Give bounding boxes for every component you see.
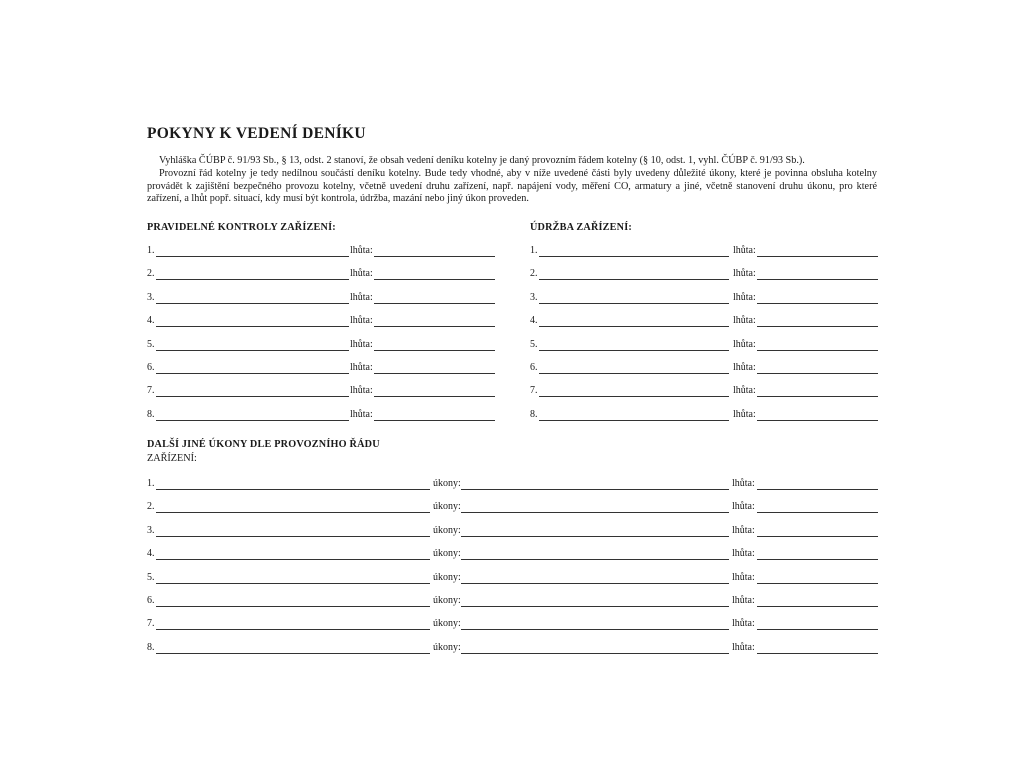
row-number: 7. bbox=[530, 385, 538, 397]
task-field[interactable] bbox=[461, 653, 729, 654]
deadline-field[interactable] bbox=[374, 279, 495, 280]
row-number: 7. bbox=[147, 385, 155, 397]
task-label: úkony: bbox=[433, 524, 461, 536]
deadline-label: lhůta: bbox=[350, 385, 373, 397]
task-field[interactable] bbox=[461, 606, 729, 607]
device-field[interactable] bbox=[156, 512, 430, 513]
section-subheading-zarizeni: ZAŘÍZENÍ: bbox=[147, 453, 197, 464]
form-row bbox=[147, 292, 507, 305]
intro-paragraph-2: Provozní řád kotelny je tedy nedílnou součástí deníku kotelny. Bude tedy vhodné, aby v níže uvedené části byly uvedeny důležité úkony, které je povinna obsluha kotelny provádět k zajištění bezpečného provozu kotelny, včetně uvedení druhu zařízení, např. napájení vody, měření CO, armatury a jiné, včetně stanovení druhu úkonu, pro které zařízení, a lhůt popř. situací, kdy musí být kontrola, údržba, mazání nebo jiný úkon proveden. bbox=[147, 168, 877, 205]
row-number: 3. bbox=[147, 291, 155, 303]
form-row bbox=[147, 339, 507, 352]
deadline-field[interactable] bbox=[757, 512, 878, 513]
form-row bbox=[147, 618, 878, 631]
deadline-label: lhůta: bbox=[350, 362, 373, 373]
deadline-label: lhůta: bbox=[350, 245, 373, 256]
row-number: 1. bbox=[530, 245, 538, 256]
task-label: úkony: bbox=[433, 595, 461, 606]
deadline-field[interactable] bbox=[757, 326, 878, 327]
task-field[interactable] bbox=[461, 559, 729, 560]
device-field[interactable] bbox=[539, 256, 729, 257]
row-number: 6. bbox=[147, 595, 155, 606]
deadline-field[interactable] bbox=[757, 489, 878, 490]
task-label: úkony: bbox=[433, 501, 461, 513]
form-row bbox=[530, 268, 890, 281]
deadline-label: lhůta: bbox=[732, 501, 755, 513]
form-row bbox=[530, 362, 890, 375]
form-row bbox=[147, 501, 878, 514]
deadline-label: lhůta: bbox=[733, 245, 756, 256]
row-number: 4. bbox=[147, 548, 155, 560]
device-field[interactable] bbox=[156, 536, 430, 537]
device-field[interactable] bbox=[539, 303, 729, 304]
deadline-field[interactable] bbox=[757, 420, 878, 421]
form-row bbox=[530, 315, 890, 328]
deadline-field[interactable] bbox=[757, 653, 878, 654]
row-number: 6. bbox=[147, 362, 155, 373]
deadline-field[interactable] bbox=[757, 279, 878, 280]
row-number: 1. bbox=[147, 245, 155, 256]
deadline-field[interactable] bbox=[757, 536, 878, 537]
deadline-field[interactable] bbox=[757, 373, 878, 374]
device-field[interactable] bbox=[156, 629, 430, 630]
deadline-label: lhůta: bbox=[350, 408, 373, 420]
device-field[interactable] bbox=[156, 326, 349, 327]
form-row bbox=[147, 548, 878, 561]
deadline-field[interactable] bbox=[757, 559, 878, 560]
form-row bbox=[147, 245, 507, 258]
task-label: úkony: bbox=[433, 478, 461, 489]
task-field[interactable] bbox=[461, 512, 729, 513]
deadline-field[interactable] bbox=[757, 629, 878, 630]
deadline-label: lhůta: bbox=[733, 385, 756, 397]
task-label: úkony: bbox=[433, 571, 461, 583]
deadline-field[interactable] bbox=[757, 350, 878, 351]
form-row bbox=[147, 525, 878, 538]
task-label: úkony: bbox=[433, 618, 461, 630]
task-field[interactable] bbox=[461, 489, 729, 490]
deadline-label: lhůta: bbox=[350, 268, 373, 280]
deadline-label: lhůta: bbox=[732, 595, 755, 606]
row-number: 6. bbox=[530, 362, 538, 373]
form-row bbox=[530, 339, 890, 352]
form-row bbox=[147, 268, 507, 281]
deadline-label: lhůta: bbox=[732, 618, 755, 630]
device-field[interactable] bbox=[156, 653, 430, 654]
deadline-label: lhůta: bbox=[732, 478, 755, 489]
deadline-label: lhůta: bbox=[350, 338, 373, 350]
device-field[interactable] bbox=[156, 489, 430, 490]
row-number: 8. bbox=[530, 408, 538, 420]
row-number: 4. bbox=[530, 315, 538, 327]
deadline-field[interactable] bbox=[374, 396, 495, 397]
deadline-label: lhůta: bbox=[733, 291, 756, 303]
device-field[interactable] bbox=[156, 396, 349, 397]
device-field[interactable] bbox=[539, 326, 729, 327]
deadline-label: lhůta: bbox=[733, 338, 756, 350]
task-label: úkony: bbox=[433, 548, 461, 560]
form-row bbox=[530, 409, 890, 422]
deadline-label: lhůta: bbox=[733, 408, 756, 420]
row-number: 8. bbox=[147, 408, 155, 420]
row-number: 4. bbox=[147, 315, 155, 327]
form-row bbox=[147, 642, 878, 655]
deadline-label: lhůta: bbox=[350, 315, 373, 327]
task-field[interactable] bbox=[461, 536, 729, 537]
row-number: 2. bbox=[147, 501, 155, 513]
device-field[interactable] bbox=[156, 373, 349, 374]
device-field[interactable] bbox=[539, 396, 729, 397]
deadline-field[interactable] bbox=[374, 256, 495, 257]
form-row bbox=[147, 362, 507, 375]
form-row bbox=[147, 315, 507, 328]
deadline-label: lhůta: bbox=[350, 291, 373, 303]
section-heading-kontroly: PRAVIDELNÉ KONTROLY ZAŘÍZENÍ: bbox=[147, 222, 336, 233]
row-number: 3. bbox=[147, 524, 155, 536]
device-field[interactable] bbox=[539, 373, 729, 374]
section-heading-dalsi: DALŠÍ JINÉ ÚKONY DLE PROVOZNÍHO ŘÁDU bbox=[147, 439, 380, 450]
device-field[interactable] bbox=[156, 606, 430, 607]
deadline-field[interactable] bbox=[374, 420, 495, 421]
device-field[interactable] bbox=[539, 420, 729, 421]
deadline-field[interactable] bbox=[757, 256, 878, 257]
section-heading-udrzba: ÚDRŽBA ZAŘÍZENÍ: bbox=[530, 222, 632, 233]
deadline-field[interactable] bbox=[374, 326, 495, 327]
form-row bbox=[147, 385, 507, 398]
device-field[interactable] bbox=[156, 583, 430, 584]
device-field[interactable] bbox=[156, 559, 430, 560]
row-number: 2. bbox=[147, 268, 155, 280]
deadline-label: lhůta: bbox=[732, 548, 755, 560]
task-field[interactable] bbox=[461, 629, 729, 630]
form-row bbox=[147, 572, 878, 585]
device-field[interactable] bbox=[156, 303, 349, 304]
form-row bbox=[530, 292, 890, 305]
device-field[interactable] bbox=[156, 279, 349, 280]
device-field[interactable] bbox=[156, 420, 349, 421]
task-field[interactable] bbox=[461, 583, 729, 584]
deadline-label: lhůta: bbox=[732, 641, 755, 653]
device-field[interactable] bbox=[156, 350, 349, 351]
deadline-label: lhůta: bbox=[732, 524, 755, 536]
task-label: úkony: bbox=[433, 641, 461, 653]
deadline-label: lhůta: bbox=[732, 571, 755, 583]
row-number: 2. bbox=[530, 268, 538, 280]
row-number: 1. bbox=[147, 478, 155, 489]
deadline-field[interactable] bbox=[374, 373, 495, 374]
row-number: 5. bbox=[147, 571, 155, 583]
intro-paragraph-1: Vyhláška ČÚBP č. 91/93 Sb., § 13, odst. 2 stanoví, že obsah vedení deníku kotelny je daný provozním řádem kotelny (§ 10, odst. 1, vyhl. ČÚBP č. 91/93 Sb.). bbox=[159, 155, 805, 166]
form-row bbox=[147, 409, 507, 422]
row-number: 8. bbox=[147, 641, 155, 653]
row-number: 5. bbox=[530, 338, 538, 350]
deadline-label: lhůta: bbox=[733, 362, 756, 373]
form-row bbox=[147, 595, 878, 608]
row-number: 7. bbox=[147, 618, 155, 630]
row-number: 3. bbox=[530, 291, 538, 303]
deadline-field[interactable] bbox=[757, 303, 878, 304]
deadline-field[interactable] bbox=[374, 303, 495, 304]
deadline-field[interactable] bbox=[757, 396, 878, 397]
device-field[interactable] bbox=[156, 256, 349, 257]
device-field[interactable] bbox=[539, 279, 729, 280]
page-title: POKYNY K VEDENÍ DENÍKU bbox=[147, 125, 366, 142]
form-row bbox=[530, 245, 890, 258]
row-number: 5. bbox=[147, 338, 155, 350]
deadline-field[interactable] bbox=[757, 583, 878, 584]
deadline-label: lhůta: bbox=[733, 315, 756, 327]
deadline-field[interactable] bbox=[757, 606, 878, 607]
device-field[interactable] bbox=[539, 350, 729, 351]
deadline-label: lhůta: bbox=[733, 268, 756, 280]
deadline-field[interactable] bbox=[374, 350, 495, 351]
form-row bbox=[147, 478, 878, 491]
form-row bbox=[530, 385, 890, 398]
